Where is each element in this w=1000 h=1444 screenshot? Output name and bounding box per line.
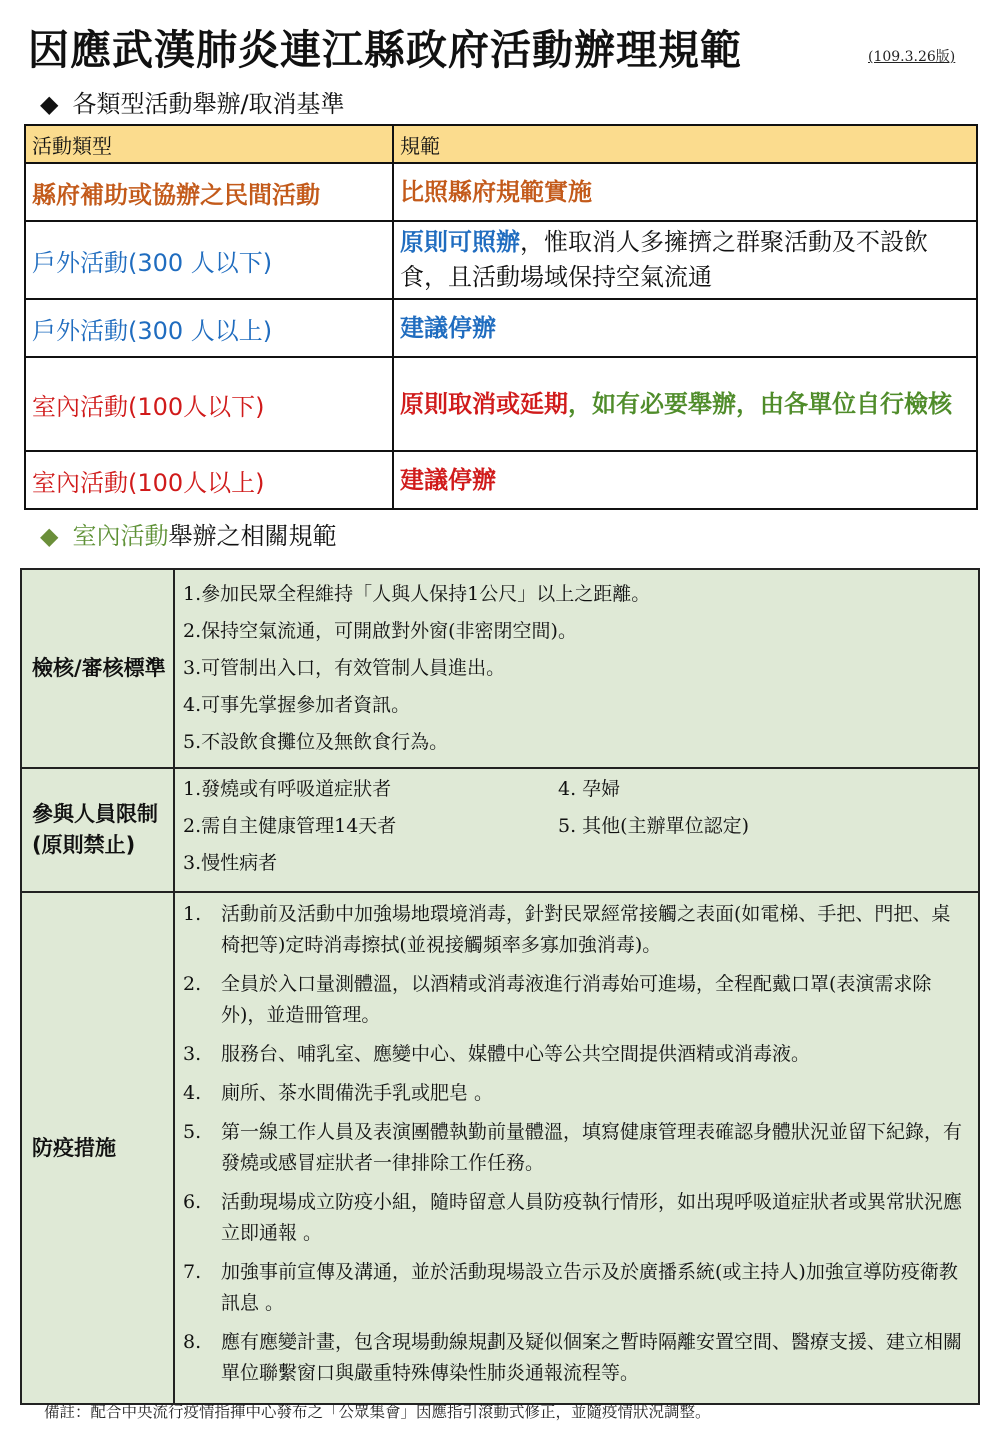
table-row [25,357,977,451]
item-text: 全員於入口量測體溫，以酒精或消毒液進行消毒始可進場，全程配戴口罩(表演需求除外)，並造冊管理。 [221,973,932,1026]
rule-cell [393,221,977,299]
prevention-measures-content [174,892,979,1404]
item-number: 3. [183,1043,202,1065]
indoor-rules-table [20,568,980,1405]
page-title: 因應武漢肺炎連江縣政府活動辦理規範 [28,26,742,74]
section-heading-text: 各類型活動舉辦/取消基準 [72,90,345,118]
rule-cell: 比照縣府規範實施 [393,163,977,221]
activity-type-cell: 戶外活動(300 人以上) [25,299,393,357]
activity-criteria-table [24,124,978,510]
review-standard-label: 檢核/審核標準 [21,569,174,768]
item-number: 2. [183,973,202,995]
list-item: 5.不設飲食攤位及無飲食行為。 [183,731,449,753]
review-standard-row [21,569,979,768]
item-number: 1. [183,903,202,925]
section-heading-indoor-rules [40,520,336,552]
item-number: 6. [183,1191,202,1213]
rule-text: ，惟取消人多擁擠之群聚活動及不設飲食，且活動場域保持空氣流通 [400,228,928,291]
rule-highlight: 原則取消或延期 [400,389,568,418]
activity-type-cell: 室內活動(100人以下) [25,357,393,451]
review-standard-content [174,569,979,768]
header-rule: 規範 [393,125,977,163]
table-header-row [25,125,977,163]
list-item: 3.可管制出入口，有效管制人員進出。 [183,657,506,679]
activity-type-cell: 縣府補助或協辦之民間活動 [25,163,393,221]
list-item [183,1257,968,1319]
version-label: (109.3.26版) [868,49,956,65]
list-item [183,969,968,1031]
restriction-columns [183,771,968,882]
list-item: 5. 其他(主辦單位認定) [558,815,749,837]
list-item: 4.可事先掌握參加者資訊。 [183,694,411,716]
diamond-bullet-icon: ◆ [40,522,59,550]
item-number: 8. [183,1331,202,1353]
list-item: 1.參加民眾全程維持「人與人保持1公尺」以上之距離。 [183,583,651,605]
item-text: 活動現場成立防疫小組，隨時留意人員防疫執行情形，如出現呼吸道症狀者或異常狀況應立即通報 。 [221,1191,963,1244]
prevention-measures-label: 防疫措施 [21,892,174,1404]
table-row [25,221,977,299]
participant-restriction-content [174,768,979,892]
table-row [25,451,977,509]
item-number: 7. [183,1261,202,1283]
list-item: 4. 孕婦 [558,778,621,800]
restriction-list-left [183,771,558,882]
footnote: 備註：配合中央流行疫情指揮中心發布之「公眾集會」因應指引滾動式修正，並隨疫情狀況調整。 [44,1403,711,1421]
header-activity-type: 活動類型 [25,125,393,163]
item-number: 5. [183,1121,202,1143]
rule-text: ，如有必要舉辦，由各單位自行檢核 [568,389,952,418]
list-item [183,1187,968,1249]
rule-highlight: 原則可照辦 [400,228,520,256]
rule-cell: 建議停辦 [393,299,977,357]
item-text: 應有應變計畫，包含現場動線規劃及疑似個案之暫時隔離安置空間、醫療支援、建立相關單位聯繫窗口與嚴重特殊傳染性肺炎通報流程等。 [221,1331,963,1384]
table-row [25,299,977,357]
diamond-bullet-icon: ◆ [40,90,59,118]
rule-cell: 建議停辦 [393,451,977,509]
prevention-measures-row [21,892,979,1404]
list-item: 2.需自主健康管理14天者 [183,815,397,837]
table-row [25,163,977,221]
item-text: 活動前及活動中加強場地環境消毒，針對民眾經常接觸之表面(如電梯、手把、門把、桌椅把等)定時消毒擦拭(並視接觸頻率多寡加強消毒)。 [221,903,951,956]
restriction-list-right [558,771,749,882]
section-heading-highlight: 室內活動 [72,522,169,550]
list-item: 3.慢性病者 [183,852,278,874]
list-item [183,1117,968,1179]
section-heading-text: 舉辦之相關規範 [168,522,337,550]
participant-restriction-row [21,768,979,892]
participant-restriction-label: 參與人員限制(原則禁止) [21,768,174,892]
list-item [183,1039,968,1070]
item-number: 4. [183,1082,202,1104]
activity-type-cell: 戶外活動(300 人以下) [25,221,393,299]
list-item: 1.發燒或有呼吸道症狀者 [183,778,392,800]
item-text: 服務台、哺乳室、應變中心、媒體中心等公共空間提供酒精或消毒液。 [221,1043,811,1065]
item-text: 廁所、茶水間備洗手乳或肥皂 。 [221,1082,494,1104]
item-text: 加強事前宣傳及溝通，並於活動現場設立告示及於廣播系統(或主持人)加強宣導防疫衛教訊息 。 [221,1261,958,1314]
list-item [183,1078,968,1109]
section-heading-activity-criteria [40,88,345,120]
rule-cell [393,357,977,451]
list-item [183,1327,968,1389]
activity-type-cell: 室內活動(100人以上) [25,451,393,509]
list-item: 2.保持空氣流通，可開啟對外窗(非密閉空間)。 [183,620,577,642]
list-item [183,899,968,961]
item-text: 第一線工作人員及表演團體執勤前量體溫，填寫健康管理表確認身體狀況並留下紀錄，有發燒或感冒症狀者一律排除工作任務。 [221,1121,963,1174]
